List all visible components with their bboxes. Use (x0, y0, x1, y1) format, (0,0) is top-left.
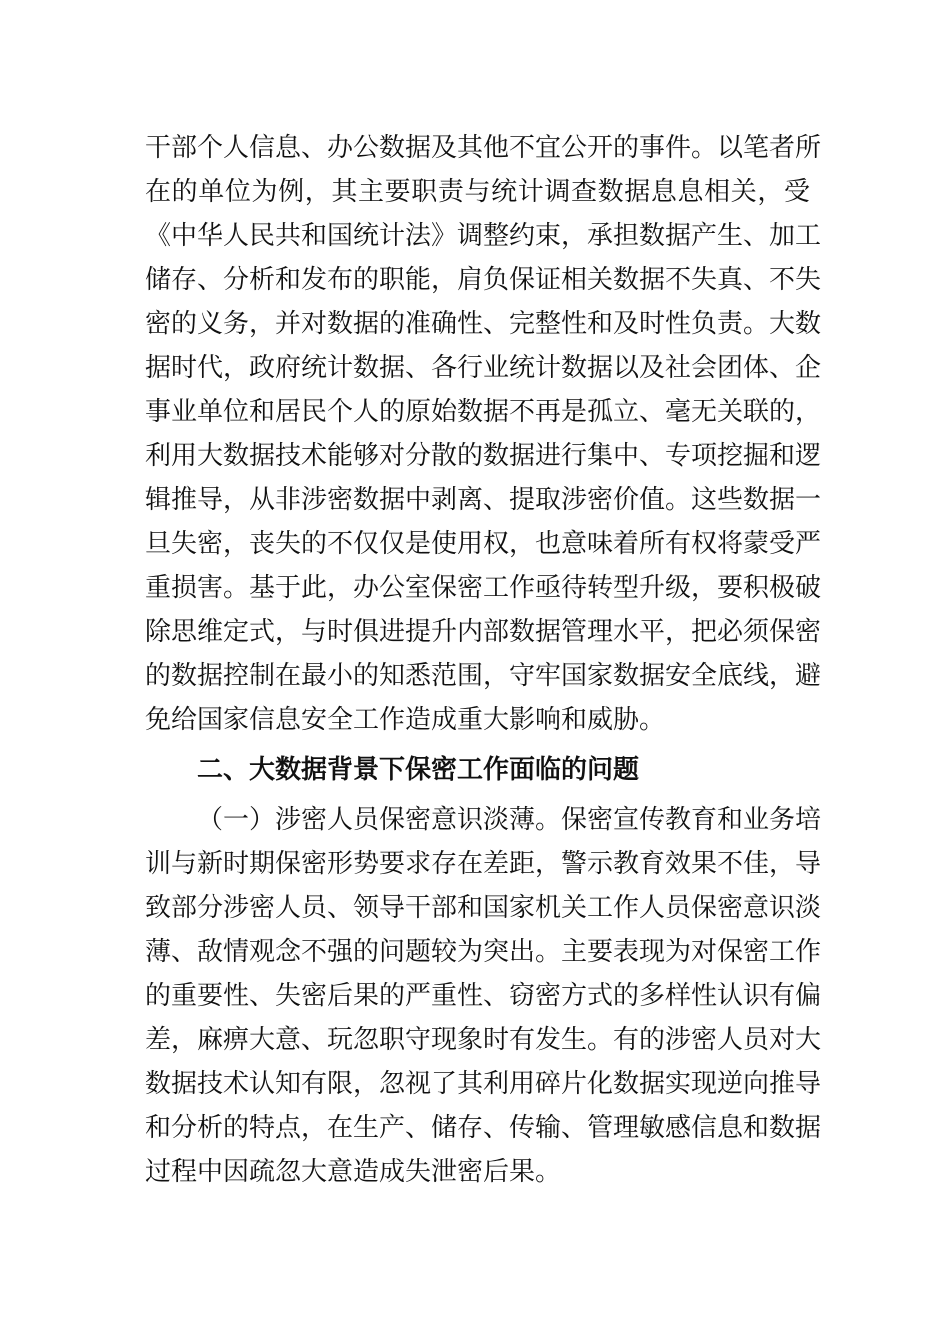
paragraph-line: 据时代，政府统计数据、各行业统计数据以及社会团体、企 (145, 353, 822, 383)
paragraph-line: 《中华人民共和国统计法》调整约束，承担数据产生、加工 (145, 221, 822, 251)
paragraph-line: 重损害。基于此，办公室保密工作亟待转型升级，要积极破 (145, 573, 822, 603)
paragraph-line: 干部个人信息、办公数据及其他不宜公开的事件。以笔者所 (145, 133, 822, 163)
paragraph-line: 储存、分析和发布的职能，肩负保证相关数据不失真、不失 (145, 265, 822, 295)
paragraph-line: 密的义务，并对数据的准确性、完整性和及时性负责。大数 (145, 309, 822, 339)
paragraph-line: 事业单位和居民个人的原始数据不再是孤立、毫无关联的， (145, 397, 822, 427)
paragraph-line: （一）涉密人员保密意识淡薄。保密宣传教育和业务培 (197, 805, 822, 835)
paragraph-line: 数据技术认知有限，忽视了其利用碎片化数据实现逆向推导 (145, 1069, 822, 1099)
paragraph-line: 免给国家信息安全工作造成重大影响和威胁。 (145, 705, 666, 735)
paragraph-line: 差，麻痹大意、玩忽职守现象时有发生。有的涉密人员对大 (145, 1025, 822, 1055)
paragraph-line: 利用大数据技术能够对分散的数据进行集中、专项挖掘和逻 (145, 441, 822, 471)
paragraph-line: 除思维定式，与时俱进提升内部数据管理水平，把必须保密 (145, 617, 822, 647)
paragraph-line: 在的单位为例，其主要职责与统计调查数据息息相关，受 (145, 177, 810, 207)
paragraph-line: 辑推导，从非涉密数据中剥离、提取涉密价值。这些数据一 (145, 485, 822, 515)
paragraph-line: 致部分涉密人员、领导干部和国家机关工作人员保密意识淡 (145, 893, 822, 923)
paragraph-line: 的重要性、失密后果的严重性、窃密方式的多样性认识有偏 (145, 981, 822, 1011)
paragraph-line: 薄、敌情观念不强的问题较为突出。主要表现为对保密工作 (145, 937, 822, 967)
paragraph-line: 训与新时期保密形势要求存在差距，警示教育效果不佳，导 (145, 849, 822, 879)
paragraph-line: 过程中因疏忽大意造成失泄密后果。 (145, 1157, 562, 1187)
paragraph-line: 和分析的特点，在生产、储存、传输、管理敏感信息和数据 (145, 1113, 822, 1143)
paragraph-line: 旦失密，丧失的不仅仅是使用权，也意味着所有权将蒙受严 (145, 529, 822, 559)
section-heading: 二、大数据背景下保密工作面临的问题 (197, 755, 640, 785)
paragraph-line: 的数据控制在最小的知悉范围，守牢国家数据安全底线，避 (145, 661, 822, 691)
